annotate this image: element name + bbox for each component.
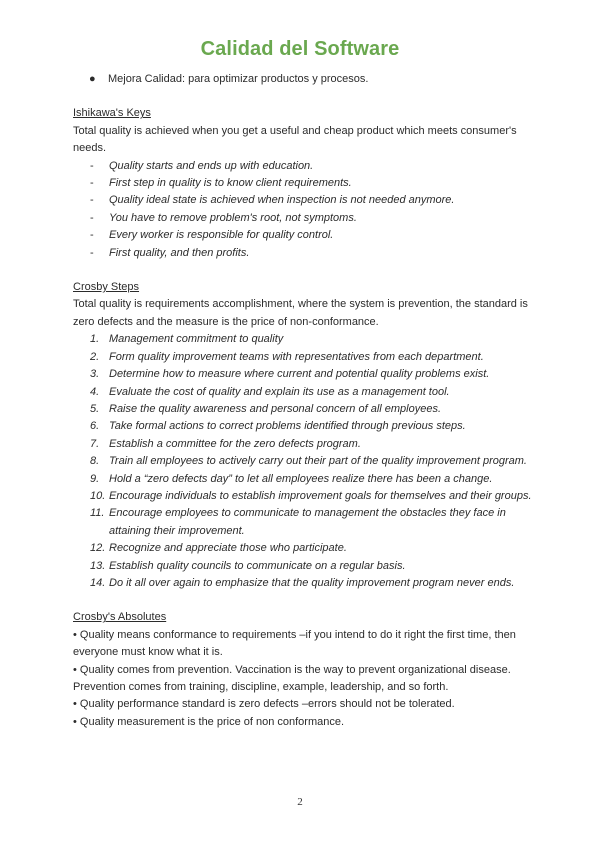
list-item-text: Encourage employees to communicate to management the obstacles they face in attaining their improvement. xyxy=(109,507,506,537)
dash-marker: - xyxy=(90,194,94,207)
list-item xyxy=(73,158,533,175)
list-item xyxy=(73,488,533,505)
number-marker: 2. xyxy=(90,350,100,363)
absolute-line: • Quality performance standard is zero defects –errors should not be tolerated. xyxy=(73,698,455,711)
list-item xyxy=(73,210,533,227)
number-marker: 13. xyxy=(90,559,106,572)
dash-marker: - xyxy=(90,211,94,224)
number-marker: 11. xyxy=(90,507,105,520)
list-item-text: Take formal actions to correct problems identified through previous steps. xyxy=(109,420,466,433)
absolute-line: • Quality measurement is the price of non conformance. xyxy=(73,715,345,728)
list-item-text: Quality starts and ends up with education. xyxy=(109,159,314,172)
ishikawa-paragraph: Total quality is achieved when you get a useful and cheap product which meets consumer's needs. xyxy=(73,124,517,155)
crosby-absolutes-section xyxy=(73,609,533,731)
list-item-text: First quality, and then profits. xyxy=(109,246,250,259)
list-item xyxy=(73,192,533,209)
list-item xyxy=(73,558,533,575)
list-item-text: Every worker is responsible for quality control. xyxy=(109,229,334,242)
list-item-text: Train all employees to actively carry out their part of the quality improvement program. xyxy=(109,455,527,468)
list-item-text: Hold a “zero defects day” to let all employees realize there has been a change. xyxy=(109,472,493,485)
list-item-text: Establish a committee for the zero defects program. xyxy=(109,437,361,450)
number-marker: 1. xyxy=(90,333,100,346)
list-item-text: Recognize and appreciate those who participate. xyxy=(109,542,347,555)
dash-marker: - xyxy=(90,229,94,242)
crosby-steps-heading: Crosby Steps xyxy=(73,281,140,294)
list-item xyxy=(73,436,533,453)
list-item xyxy=(73,418,533,435)
list-item xyxy=(73,453,533,470)
absolute-line: • Quality means conformance to requirements –if you intend to do it right the first time, then everyone must know what it is. xyxy=(73,628,516,659)
document-body xyxy=(73,71,533,731)
ishikawa-heading: Ishikawa's Keys xyxy=(73,107,151,120)
list-item xyxy=(73,175,533,192)
list-item-text: Determine how to measure where current and potential quality problems exist. xyxy=(109,368,490,381)
list-item xyxy=(73,349,533,366)
list-item xyxy=(73,505,533,540)
number-marker: 7. xyxy=(90,437,100,450)
list-item xyxy=(73,401,533,418)
list-item-text: Quality ideal state is achieved when inspection is not needed anymore. xyxy=(109,194,455,207)
intro-text: Mejora Calidad: para optimizar productos y procesos. xyxy=(108,73,369,85)
number-marker: 10. xyxy=(90,489,106,502)
number-marker: 4. xyxy=(90,385,100,398)
list-item xyxy=(73,245,533,262)
list-item-text: First step in quality is to know client requirements. xyxy=(109,177,352,190)
list-item-text: Establish quality councils to communicate on a regular basis. xyxy=(109,559,406,572)
list-item-text: Management commitment to quality xyxy=(109,333,284,346)
list-item-text: Raise the quality awareness and personal concern of all employees. xyxy=(109,402,442,415)
number-marker: 5. xyxy=(90,402,100,415)
page-number: 2 xyxy=(297,796,303,808)
list-item xyxy=(73,384,533,401)
number-marker: 3. xyxy=(90,368,100,381)
list-item xyxy=(73,227,533,244)
number-marker: 6. xyxy=(90,420,100,433)
list-item-text: Evaluate the cost of quality and explain its use as a management tool. xyxy=(109,385,450,398)
crosby-steps-section xyxy=(73,279,533,592)
crosby-absolutes-heading: Crosby's Absolutes xyxy=(73,611,167,624)
page-title: Calidad del Software xyxy=(200,38,400,60)
list-item-text: You have to remove problem's root, not symptoms. xyxy=(109,211,357,224)
list-item-text: Form quality improvement teams with representatives from each department. xyxy=(109,350,484,363)
crosby-steps-paragraph: Total quality is requirements accomplishment, where the system is prevention, the standard is zero defects and the measure is the price of non-conformance. xyxy=(73,298,528,328)
crosby-steps-list xyxy=(73,331,533,592)
dash-marker: - xyxy=(90,159,94,172)
list-item xyxy=(73,575,533,592)
bullet-marker: ● xyxy=(89,73,96,85)
list-item xyxy=(73,331,533,348)
list-item xyxy=(73,540,533,557)
list-item xyxy=(73,366,533,383)
absolute-line: • Quality comes from prevention. Vaccination is the way to prevent organizational disease. Prevention comes from training, discipline, example, leadership, and so forth. xyxy=(73,663,511,693)
ishikawa-list xyxy=(73,158,533,262)
dash-marker: - xyxy=(90,177,94,190)
ishikawa-section xyxy=(73,105,533,262)
number-marker: 9. xyxy=(90,472,100,485)
list-item-text: Do it all over again to emphasize that the quality improvement program never ends. xyxy=(109,576,515,589)
list-item xyxy=(73,471,533,488)
number-marker: 14. xyxy=(90,576,106,589)
intro-bullet-item xyxy=(73,71,533,88)
list-item-text: Encourage individuals to establish improvement goals for themselves and their groups. xyxy=(109,489,532,502)
number-marker: 8. xyxy=(90,455,100,468)
dash-marker: - xyxy=(90,246,94,259)
number-marker: 12. xyxy=(90,542,106,555)
